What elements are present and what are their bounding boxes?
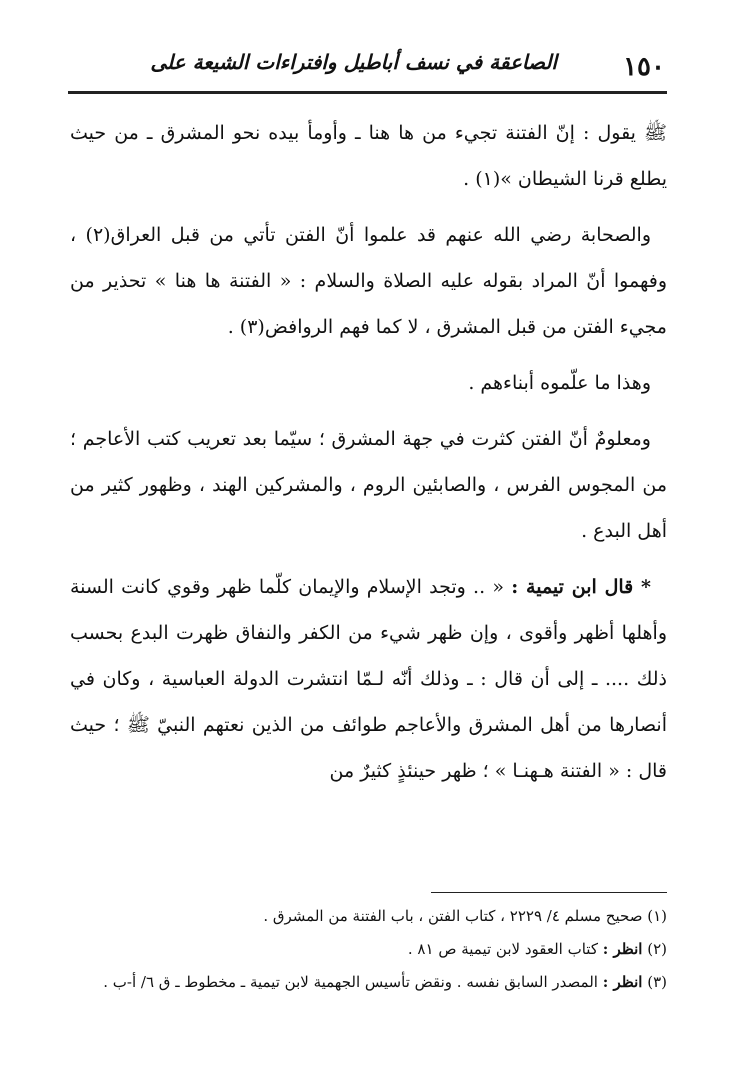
paragraph-3: وهذا ما علّموه أبناءهم .	[468, 372, 651, 394]
footnote-3	[70, 966, 667, 999]
page-number: ١٥٠	[623, 52, 665, 82]
header-rule	[68, 91, 667, 94]
footnote-separator	[431, 892, 667, 893]
footnote-text: المصدر السابق نفسه . ونقض تأسيس الجهمية لابن تيمية ـ مخطوط ـ ق ٦/ أ-ب .	[103, 973, 598, 991]
footnote-text: صحيح مسلم ٤/ ٢٢٢٩ ، كتاب الفتن ، باب الفتنة من المشرق .	[263, 907, 643, 925]
footnote-text: كتاب العقود لابن تيمية ص ٨١ .	[407, 940, 598, 958]
running-title: الصاعقة في نسف أباطيل وافتراءات الشيعة على	[150, 50, 557, 74]
quote-text: « .. وتجد الإسلام والإيمان كلّما ظهر وقوي كانت السنة وأهلها أظهر وأقوى ، وإن ظهر شيء من الكفر والنفاق ظهرت البدع بحسب ذلك .... ـ إلى أن قال : ـ وذلك أنّه لـمّا انتشرت الدولة العباسية ، وكان في أنصارها من أهل المشرق والأعاجم طوائف من الذين نعتهم النبيّ ﷺ ؛ حيث قال : « الفتنة هـهنـا » ؛ ظهر حينئذٍ كثيرٌ من	[70, 576, 667, 782]
paragraph-1: ﷺ يقول : إنّ الفتنة تجيء من ها هنا ـ وأومأ بيده نحو المشرق ـ من حيث يطلع قرنا الشيطان »(١) .	[70, 122, 667, 190]
footnote-1	[70, 900, 667, 933]
paragraph-4: ومعلومٌ أنّ الفتن كثرت في جهة المشرق ؛ سيّما بعد تعريب كتب الأعاجم ؛ من المجوس الفرس ، والصابئين الروم ، والمشركين الهند ، وظهور كثير من أهل البدع .	[70, 428, 667, 542]
footnote-marker: (١)	[647, 907, 667, 925]
paragraph-2: والصحابة رضي الله عنهم قد علموا أنّ الفتن تأتي من قبل العراق(٢) ، وفهموا أنّ المراد بقوله عليه الصلاة والسلام : « الفتنة ها هنا » تحذير من مجيء الفتن من قبل المشرق ، لا كما فهم الروافض(٣) .	[70, 224, 667, 338]
footnote-marker: (٢)	[647, 940, 667, 958]
main-text	[70, 110, 667, 804]
paragraph-5	[70, 564, 667, 794]
footnote-lead: انظر :	[602, 973, 643, 991]
footnote-lead: انظر :	[602, 940, 643, 958]
quote-attribution: * قال ابن تيمية :	[511, 576, 651, 598]
footnote-marker: (٣)	[647, 973, 667, 991]
footnotes	[70, 900, 667, 999]
footnote-2	[70, 933, 667, 966]
page-header	[68, 40, 667, 94]
